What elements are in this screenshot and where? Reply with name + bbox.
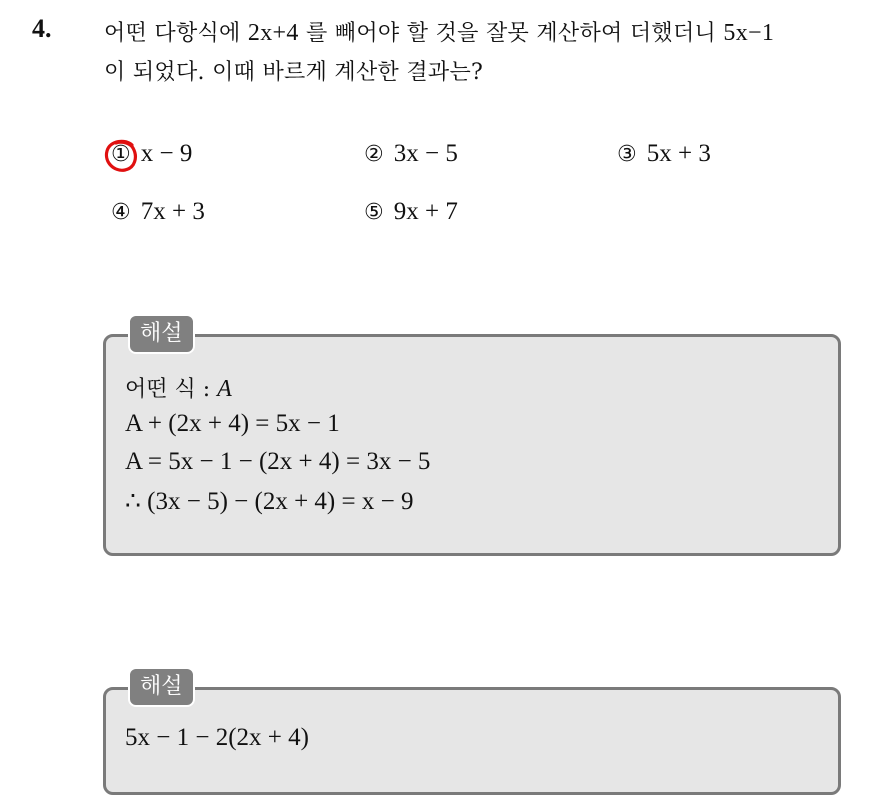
choice-expression: 5x + 3: [646, 140, 711, 167]
choice-expression: 9x + 7: [393, 198, 458, 225]
solution-tag-1: 해설: [128, 314, 195, 354]
choice-4[interactable]: [111, 198, 205, 226]
choice-1[interactable]: [111, 140, 192, 168]
question-math-expression: 5x−1: [723, 20, 775, 46]
choice-number: ④: [111, 199, 131, 225]
choice-number: ②: [364, 141, 384, 167]
solution-tag-2: 해설: [128, 667, 195, 707]
question-math-expression: 2x+4: [247, 20, 299, 46]
solution1-line2: A + (2x + 4) = 5x − 1: [125, 410, 340, 437]
solution1-line4: ∴ (3x − 5) − (2x + 4) = x − 9: [125, 488, 414, 515]
choice-number: ⑤: [364, 199, 384, 225]
solution1-line3: A = 5x − 1 − (2x + 4) = 3x − 5: [125, 448, 431, 475]
choice-5[interactable]: [364, 198, 458, 226]
question-text-part: 를 빼어야 할 것을 잘못 계산하여 더했더니: [298, 21, 724, 46]
choice-number: ①: [111, 141, 131, 167]
choice-expression: 3x − 5: [393, 140, 458, 167]
question-number: 4.: [32, 14, 52, 43]
solution2-line1: 5x − 1 − 2(2x + 4): [125, 724, 309, 751]
question-text-line1: [104, 16, 774, 47]
choice-2[interactable]: [364, 140, 458, 168]
solution1-line1: [125, 372, 232, 403]
choice-number: ③: [617, 141, 637, 167]
question-text-part: 어떤 다항식에: [104, 21, 248, 46]
choice-expression: 7x + 3: [140, 198, 205, 225]
question-text-line2: 이 되었다. 이때 바르게 계산한 결과는?: [104, 60, 484, 85]
choice-expression: x − 9: [140, 140, 193, 167]
solution1-line1-variable: A: [217, 376, 232, 402]
choice-3[interactable]: [617, 140, 711, 168]
solution-box-1: [103, 334, 841, 556]
solution1-line1-text: 어떤 식 :: [125, 377, 218, 402]
